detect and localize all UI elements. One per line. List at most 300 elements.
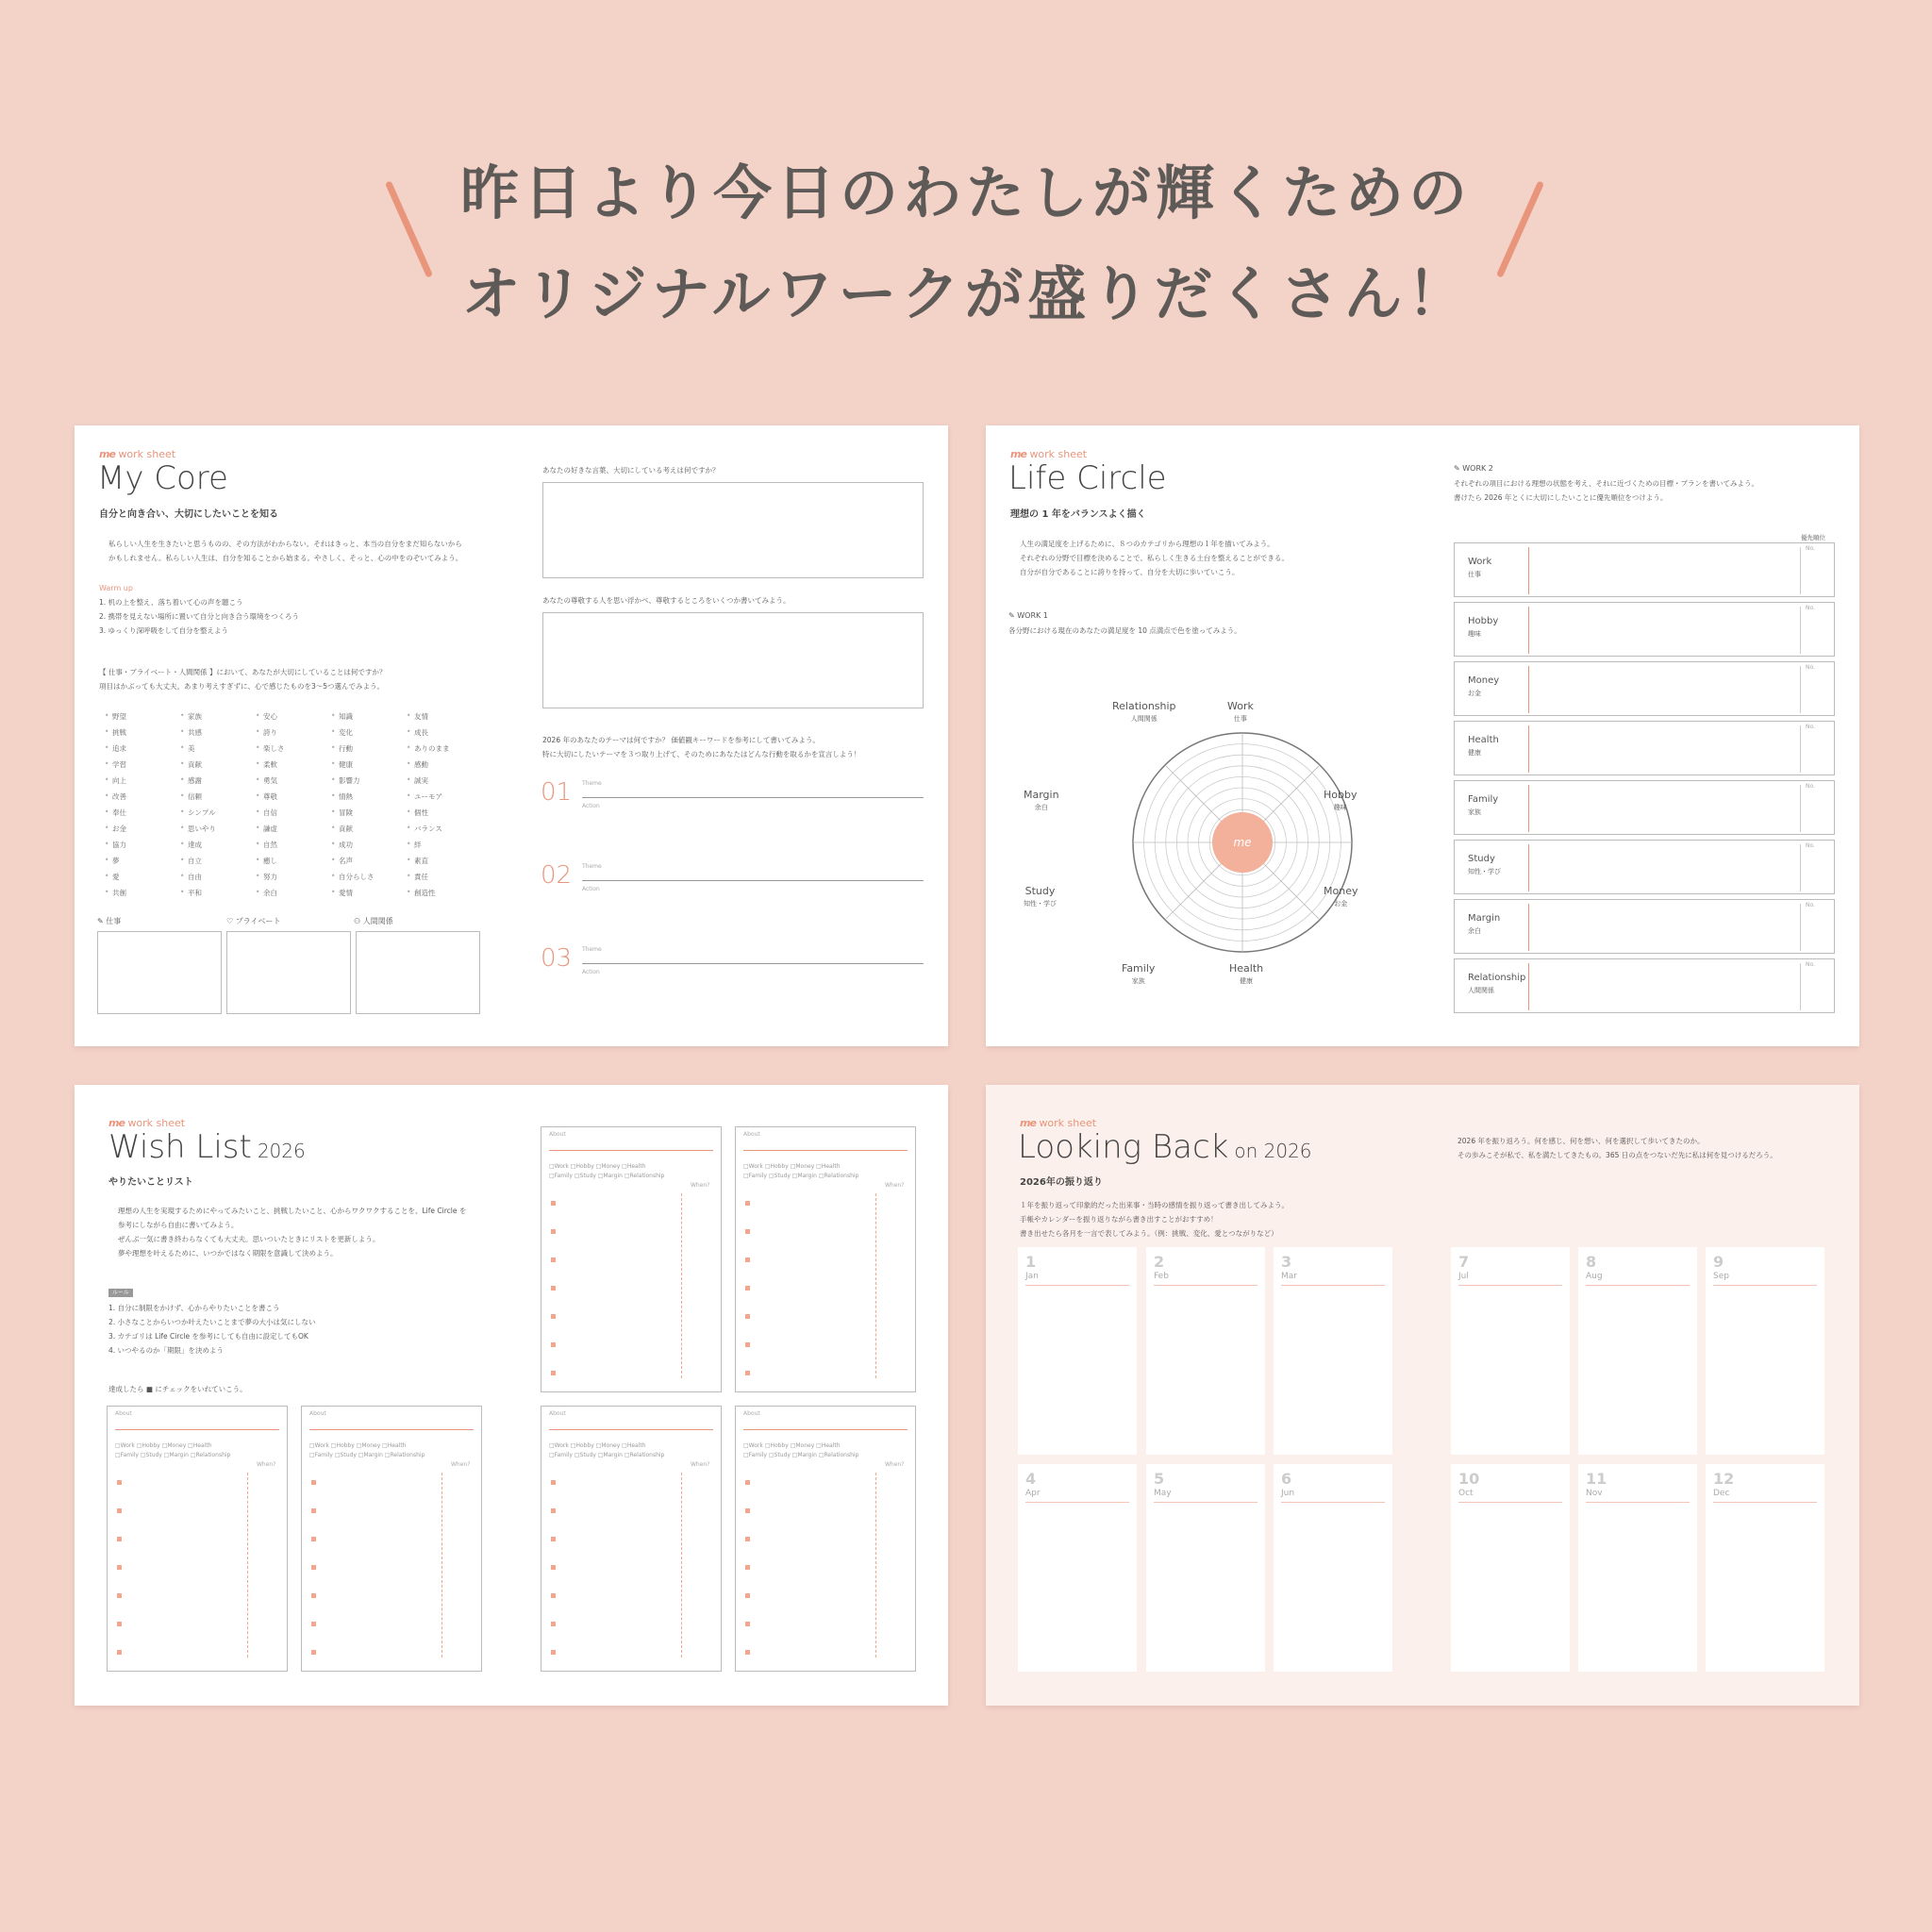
theme-label: Theme [582,863,602,870]
wish-checkbox[interactable] [551,1342,556,1347]
month-line [1458,1285,1562,1286]
wish-checkbox[interactable] [551,1314,556,1319]
keyword-item: 努力 [263,873,277,881]
keyword-item: 行動 [339,744,353,753]
plan-row-money[interactable] [1454,661,1835,716]
work1-description: 各分野における現在のあなたの満足度を 10 点満点で色を塗ってみよう。 [1008,626,1241,635]
wish-checkbox[interactable] [745,1286,750,1291]
wish-checkbox[interactable] [311,1593,316,1598]
action-label: Action [582,886,600,892]
brand-logo: me work sheet [108,1117,186,1129]
month-name: Aug [1586,1272,1603,1281]
keyword-item: 責任 [414,873,428,881]
keyword-bullet: • [180,872,185,880]
about-label: About [549,1131,566,1138]
month-name: May [1154,1489,1172,1498]
keyword-item: 謙虚 [263,824,277,833]
keyword-item: 感謝 [188,776,202,785]
category-chips-row-1: □Work □Hobby □Money □Health [549,1442,646,1449]
month-box-may[interactable] [1146,1464,1265,1672]
month-line [1586,1285,1690,1286]
month-box-mar[interactable] [1274,1247,1392,1455]
when-label: When? [451,1461,471,1468]
wish-checkbox[interactable] [551,1508,556,1513]
keyword-item: 冒険 [339,808,353,817]
keyword-bullet: • [105,759,109,768]
keyword-item: 安心 [263,712,277,721]
wish-checkbox[interactable] [311,1480,316,1485]
month-number: 4 [1025,1470,1037,1488]
work2-description: それぞれの項目における理想の状態を考え、それに近づくための目標・プランを書いてみよう。 書けたら 2026 年とくに大切にしたいことに優先順位をつけよう。 [1454,479,1758,502]
keyword-item: 夢 [112,857,120,865]
category-jp-name: 余白 [1034,804,1048,811]
wish-checkbox[interactable] [311,1537,316,1541]
keyword-item: 癒し [263,857,277,865]
wish-checkbox[interactable] [117,1565,122,1570]
looking-back-sheet [986,1085,1859,1706]
month-box-jan[interactable] [1018,1247,1137,1455]
about-line [115,1429,279,1430]
wish-checkbox[interactable] [551,1622,556,1626]
category-name: Margin [1024,789,1059,801]
month-line [1281,1285,1385,1286]
row-accent-line [1528,547,1529,594]
month-name: Mar [1281,1272,1297,1281]
month-number: 2 [1154,1253,1165,1271]
month-name: Jan [1025,1272,1039,1281]
row-priority-divider [1800,904,1801,951]
row-category-jp: 知性・学び [1468,868,1501,875]
keyword-item: 貢献 [339,824,353,833]
circle-label-margin [1024,790,1059,813]
wish-checkbox[interactable] [745,1314,750,1319]
keyword-bullet: • [180,888,185,896]
keyword-bullet: • [180,808,185,816]
rules-list: 1. 自分に制限をかけず、心からやりたいことを書こう 2. 小さなことからいつか叶えたいことまで夢の大小は気にしない 3. カテゴリは Life Circle を参考にしても自由に設定してもOK 4. いつやるのか「期限」を決めよう [108,1304,316,1355]
keyword-bullet: • [180,711,185,720]
category-name: Health [1229,962,1264,974]
category-jp-name: 知性・学び [1024,900,1057,908]
plan-row-margin[interactable] [1454,899,1835,954]
keyword-bullet: • [105,711,109,720]
brand-logo: me work sheet [1010,448,1088,460]
row-category-name: Study [1468,854,1495,864]
theme-question: 2026 年のあなたのテーマは何ですか？ 価値観キーワードを参考にして書いてみよう。 特に大切にしたいテーマを３つ取り上げて、そのためにあなたはどんな行動を取るかを宣言しよう！ [542,736,861,758]
priority-no: No. [1806,783,1815,790]
row-accent-line [1528,963,1529,1010]
when-divider [681,1473,682,1657]
category-chips-row-2: □Family □Study □Margin □Relationship [115,1452,231,1458]
row-priority-divider [1800,547,1801,594]
keyword-item: 改善 [112,792,126,801]
wish-list-box[interactable] [735,1126,916,1392]
keyword-item: 知識 [339,712,353,721]
private-answer-box[interactable] [226,931,351,1014]
category-name: Hobby [1324,789,1357,801]
wish-list-box[interactable] [541,1126,722,1392]
category-chips-row-2: □Family □Study □Margin □Relationship [549,1452,665,1458]
page-subtitle: 2026年の振り返り [1020,1177,1103,1188]
row-accent-line [1528,725,1529,773]
category-chips-row-1: □Work □Hobby □Money □Health [309,1442,407,1449]
keyword-bullet: • [331,759,336,768]
action-label: Action [582,803,600,809]
page-title: Life Circle [1008,459,1167,497]
about-line [549,1150,713,1151]
category-jp-name: 人間関係 [1130,715,1158,723]
wish-list-box[interactable] [107,1406,288,1672]
keyword-item: 誠実 [414,776,428,785]
row-category-name: Work [1468,557,1492,567]
month-box-oct[interactable] [1451,1464,1570,1672]
keyword-item: お金 [112,824,126,833]
month-number: 10 [1458,1470,1480,1488]
wish-checkbox[interactable] [745,1229,750,1234]
when-label: When? [691,1461,710,1468]
wish-list-box[interactable] [735,1406,916,1672]
keyword-bullet: • [105,840,109,848]
keyword-item: 柔軟 [263,760,277,769]
wish-list-box[interactable] [301,1406,482,1672]
wish-checkbox[interactable] [117,1593,122,1598]
keyword-item: 奉仕 [112,808,126,817]
keyword-bullet: • [180,727,185,736]
theme-number: 02 [541,861,573,890]
plan-row-relationship[interactable] [1454,958,1835,1013]
wish-checkbox[interactable] [311,1508,316,1513]
keyword-item: 信頼 [188,792,202,801]
wish-checkbox[interactable] [745,1257,750,1262]
keyword-item: 誇り [263,728,277,737]
category-name: Work [1227,700,1254,712]
keyword-bullet: • [180,759,185,768]
month-box-dec[interactable] [1706,1464,1824,1672]
month-box-aug[interactable] [1578,1247,1697,1455]
month-line [1281,1502,1385,1503]
keyword-bullet: • [256,856,260,864]
keyword-item: 成功 [339,841,353,849]
keyword-item: 情熱 [339,792,353,801]
month-line [1458,1502,1562,1503]
theme-label: Theme [582,780,602,787]
keyword-item: 愛 [112,873,120,881]
keyword-bullet: • [407,759,411,768]
work1-label: ✎ WORK 1 [1008,611,1048,620]
wish-checkbox[interactable] [551,1565,556,1570]
month-line [1025,1285,1129,1286]
keyword-bullet: • [180,856,185,864]
about-line [549,1429,713,1430]
keyword-item: 楽しさ [263,744,285,753]
keyword-item: 自由 [188,873,202,881]
wish-checkbox[interactable] [745,1342,750,1347]
month-number: 12 [1713,1470,1735,1488]
intro-text: 私らしい人生を生きたいと思うものの、その方法がわからない。それはきっと、本当の自分をまだ知らないから かもしれません。私らしい人生は、自分を知ることから始まる。やさしく、そっと、心の中をのぞいてみよう。 [108,540,463,562]
category-jp-name: お金 [1334,900,1348,908]
keyword-bullet: • [256,824,260,832]
category-jp-name: 健康 [1240,977,1254,985]
wish-checkbox[interactable] [745,1565,750,1570]
about-label: About [309,1410,326,1417]
wish-checkbox[interactable] [117,1508,122,1513]
keyword-bullet: • [105,888,109,896]
circle-label-family [1122,963,1155,987]
category-name: Relationship [1112,700,1176,712]
when-label: When? [885,1182,905,1189]
keyword-bullet: • [331,856,336,864]
category-name: Study [1024,885,1056,897]
theme-line[interactable] [582,797,924,798]
priority-no: No. [1806,961,1815,968]
row-category-name: Margin [1468,913,1501,924]
wish-checkbox[interactable] [745,1622,750,1626]
intro-text: 人生の満足度を上げるために、８つのカテゴリから理想の１年を描いてみよう。 それぞれの分野で目標を決めることで、私らしく生きる土台を整えることができる。 自分が自分であることに誇りを持って、自分を大切に歩いていこう。 [1020,540,1289,576]
work-answer-box[interactable] [97,931,222,1014]
keyword-bullet: • [256,791,260,800]
about-label: About [549,1410,566,1417]
keyword-item: ありのまま [414,744,450,753]
keyword-bullet: • [256,888,260,896]
keyword-item: 共創 [112,889,126,897]
row-priority-divider [1800,844,1801,891]
keyword-item: 個性 [414,808,428,817]
wish-checkbox[interactable] [311,1622,316,1626]
wish-checkbox[interactable] [117,1537,122,1541]
page-title: My Core [97,459,228,497]
month-name: Jul [1458,1272,1469,1281]
row-accent-line [1528,785,1529,832]
relationship-answer-box[interactable] [356,931,480,1014]
month-box-jul[interactable] [1451,1247,1570,1455]
keyword-bullet: • [180,775,185,784]
month-name: Dec [1713,1489,1730,1498]
wish-checkbox[interactable] [551,1371,556,1375]
row-category-name: Relationship [1468,973,1526,983]
category-chips-row-1: □Work □Hobby □Money □Health [743,1442,841,1449]
wish-checkbox[interactable] [551,1286,556,1291]
keyword-bullet: • [180,824,185,832]
wish-checkbox[interactable] [311,1565,316,1570]
keyword-bullet: • [180,791,185,800]
keyword-item: 創造性 [414,889,436,897]
keyword-item: 追求 [112,744,126,753]
about-label: About [115,1410,132,1417]
wish-checkbox[interactable] [745,1371,750,1375]
category-chips-row-2: □Family □Study □Margin □Relationship [309,1452,425,1458]
brand-logo: me work sheet [99,448,176,460]
wish-checkbox[interactable] [745,1480,750,1485]
keyword-item: 素直 [414,857,428,865]
keyword-bullet: • [407,872,411,880]
keyword-item: 思いやり [188,824,216,833]
row-category-name: Family [1468,794,1499,805]
brand-logo: me work sheet [1020,1117,1097,1129]
when-divider [247,1473,248,1657]
wish-checkbox[interactable] [551,1201,556,1206]
favorite-words-box[interactable] [542,482,924,578]
keyword-item: 平和 [188,889,202,897]
keyword-bullet: • [256,759,260,768]
keyword-bullet: • [407,711,411,720]
keyword-bullet: • [180,840,185,848]
wish-checkbox[interactable] [745,1537,750,1541]
row-accent-line [1528,607,1529,654]
priority-no: No. [1806,724,1815,730]
row-category-jp: 趣味 [1468,630,1481,638]
keyword-item: 家族 [188,712,202,721]
plan-row-health[interactable] [1454,721,1835,775]
keyword-bullet: • [407,808,411,816]
row-category-jp: 余白 [1468,927,1481,935]
theme-line[interactable] [582,880,924,881]
plan-row-study[interactable] [1454,840,1835,894]
keyword-item: シンプル [188,808,216,817]
keyword-item: 貢献 [188,760,202,769]
about-label: About [743,1131,760,1138]
month-number: 11 [1586,1470,1607,1488]
keyword-bullet: • [105,808,109,816]
category-private-label: ♡ プライベート [226,917,281,925]
headline-line-2: オリジナルワークが盛りだくさん！ [461,259,1471,328]
priority-label: 優先順位 [1801,534,1825,541]
action-label: Action [582,969,600,975]
category-jp-name: 家族 [1131,977,1145,985]
wish-list-box[interactable] [541,1406,722,1672]
row-accent-line [1528,904,1529,951]
keyword-bullet: • [105,727,109,736]
circle-label-study [1024,886,1057,909]
category-name: Money [1324,885,1358,897]
month-box-jun[interactable] [1274,1464,1392,1672]
keyword-item: 自分らしさ [339,873,375,881]
wish-checkbox[interactable] [745,1650,750,1655]
about-line [309,1429,474,1430]
keyword-item: ユーモア [414,792,442,801]
wish-checkbox[interactable] [551,1650,556,1655]
rules-label: ルール [108,1289,133,1297]
headline-line-1: 昨日より今日のわたしが輝くための [459,158,1472,227]
month-line [1025,1502,1129,1503]
keyword-bullet: • [105,791,109,800]
priority-no: No. [1806,842,1815,849]
month-box-sep[interactable] [1706,1247,1824,1455]
when-divider [875,1193,876,1378]
keyword-item: 成長 [414,728,428,737]
plan-row-family[interactable] [1454,780,1835,835]
month-line [1154,1285,1257,1286]
life-circle-sheet [986,425,1859,1046]
keyword-item: 変化 [339,728,353,737]
month-line [1154,1502,1257,1503]
plan-row-work[interactable] [1454,542,1835,597]
keyword-bullet: • [407,791,411,800]
favorite-words-question: あなたの好きな言葉、大切にしている考えは何ですか？ [542,466,720,475]
keyword-bullet: • [331,824,336,832]
page-title: Wish List 2026 [108,1128,306,1166]
keyword-item: 自信 [263,808,277,817]
row-category-jp: 人間関係 [1468,987,1494,994]
month-box-feb[interactable] [1146,1247,1265,1455]
circle-label-health [1229,963,1263,987]
circle-label-work [1227,701,1254,724]
month-number: 9 [1713,1253,1724,1271]
keyword-bullet: • [256,727,260,736]
keyword-bullet: • [331,727,336,736]
priority-no: No. [1806,545,1815,552]
keyword-item: 向上 [112,776,126,785]
wish-checkbox[interactable] [551,1593,556,1598]
category-jp-name: 仕事 [1233,715,1247,723]
wish-list-sheet [75,1085,948,1706]
row-priority-divider [1800,666,1801,713]
wish-checkbox[interactable] [745,1508,750,1513]
wish-checkbox[interactable] [551,1257,556,1262]
wish-checkbox[interactable] [745,1593,750,1598]
month-line [1713,1502,1817,1503]
about-label: About [743,1410,760,1417]
when-label: When? [257,1461,276,1468]
keyword-bullet: • [180,743,185,752]
row-category-name: Hobby [1468,616,1499,626]
circle-label-relationship [1112,701,1176,724]
warmup-label: Warm up [99,584,133,592]
my-core-sheet [75,425,948,1046]
circle-label-hobby [1324,790,1357,813]
svg-text:me: me [1233,836,1252,849]
keyword-question: 【 仕事・プライベート・人間関係 】において、あなたが大切にしていることは何ですか？ 項目はかぶっても大丈夫。あまり考えすぎずに、心で感じたものを3～5つ選んでみよう。 [99,668,387,691]
month-box-apr[interactable] [1018,1464,1137,1672]
wish-checkbox[interactable] [117,1650,122,1655]
plan-row-hobby[interactable] [1454,602,1835,657]
wish-checkbox[interactable] [117,1622,122,1626]
category-chips-row-1: □Work □Hobby □Money □Health [549,1163,646,1170]
month-number: 5 [1154,1470,1165,1488]
month-name: Feb [1154,1272,1169,1281]
row-category-jp: 仕事 [1468,571,1481,578]
keyword-item: 影響力 [339,776,360,785]
wish-checkbox[interactable] [551,1537,556,1541]
keyword-item: 友情 [414,712,428,721]
wish-checkbox[interactable] [551,1480,556,1485]
page-title: Looking Back on 2026 [1018,1128,1312,1166]
keyword-bullet: • [331,872,336,880]
keyword-bullet: • [256,775,260,784]
month-box-nov[interactable] [1578,1464,1697,1672]
month-line [1586,1502,1690,1503]
category-chips-row-1: □Work □Hobby □Money □Health [115,1442,212,1449]
month-name: Oct [1458,1489,1474,1498]
respected-person-box[interactable] [542,612,924,708]
keyword-item: 達成 [188,841,202,849]
wish-checkbox[interactable] [745,1201,750,1206]
work2-label: ✎ WORK 2 [1454,464,1493,473]
wish-checkbox[interactable] [117,1480,122,1485]
month-number: 7 [1458,1253,1470,1271]
category-chips-row-2: □Family □Study □Margin □Relationship [549,1173,665,1179]
row-category-jp: 家族 [1468,808,1481,816]
month-name: Sep [1713,1272,1729,1281]
about-line [743,1429,908,1430]
wish-checkbox[interactable] [311,1650,316,1655]
category-chips-row-2: □Family □Study □Margin □Relationship [743,1452,859,1458]
intro-text: 理想の人生を実現するためにやってみたいこと、挑戦したいこと、心からワクワクすることを、Life Circle を 参考にしながら自由に書いてみよう。 ぜんぶ一気に書き終わらなくても大丈夫。思いついたときにリストを更新しよう。 夢や理想を叶えるために、いつかではなく期限を意識して決めよう。 [118,1207,467,1257]
keyword-bullet: • [105,872,109,880]
row-priority-divider [1800,607,1801,654]
keyword-item: 野望 [112,712,126,721]
wish-checkbox[interactable] [551,1229,556,1234]
page-subtitle: 自分と向き合い、大切にしたいことを知る [99,509,278,520]
theme-line[interactable] [582,963,924,964]
